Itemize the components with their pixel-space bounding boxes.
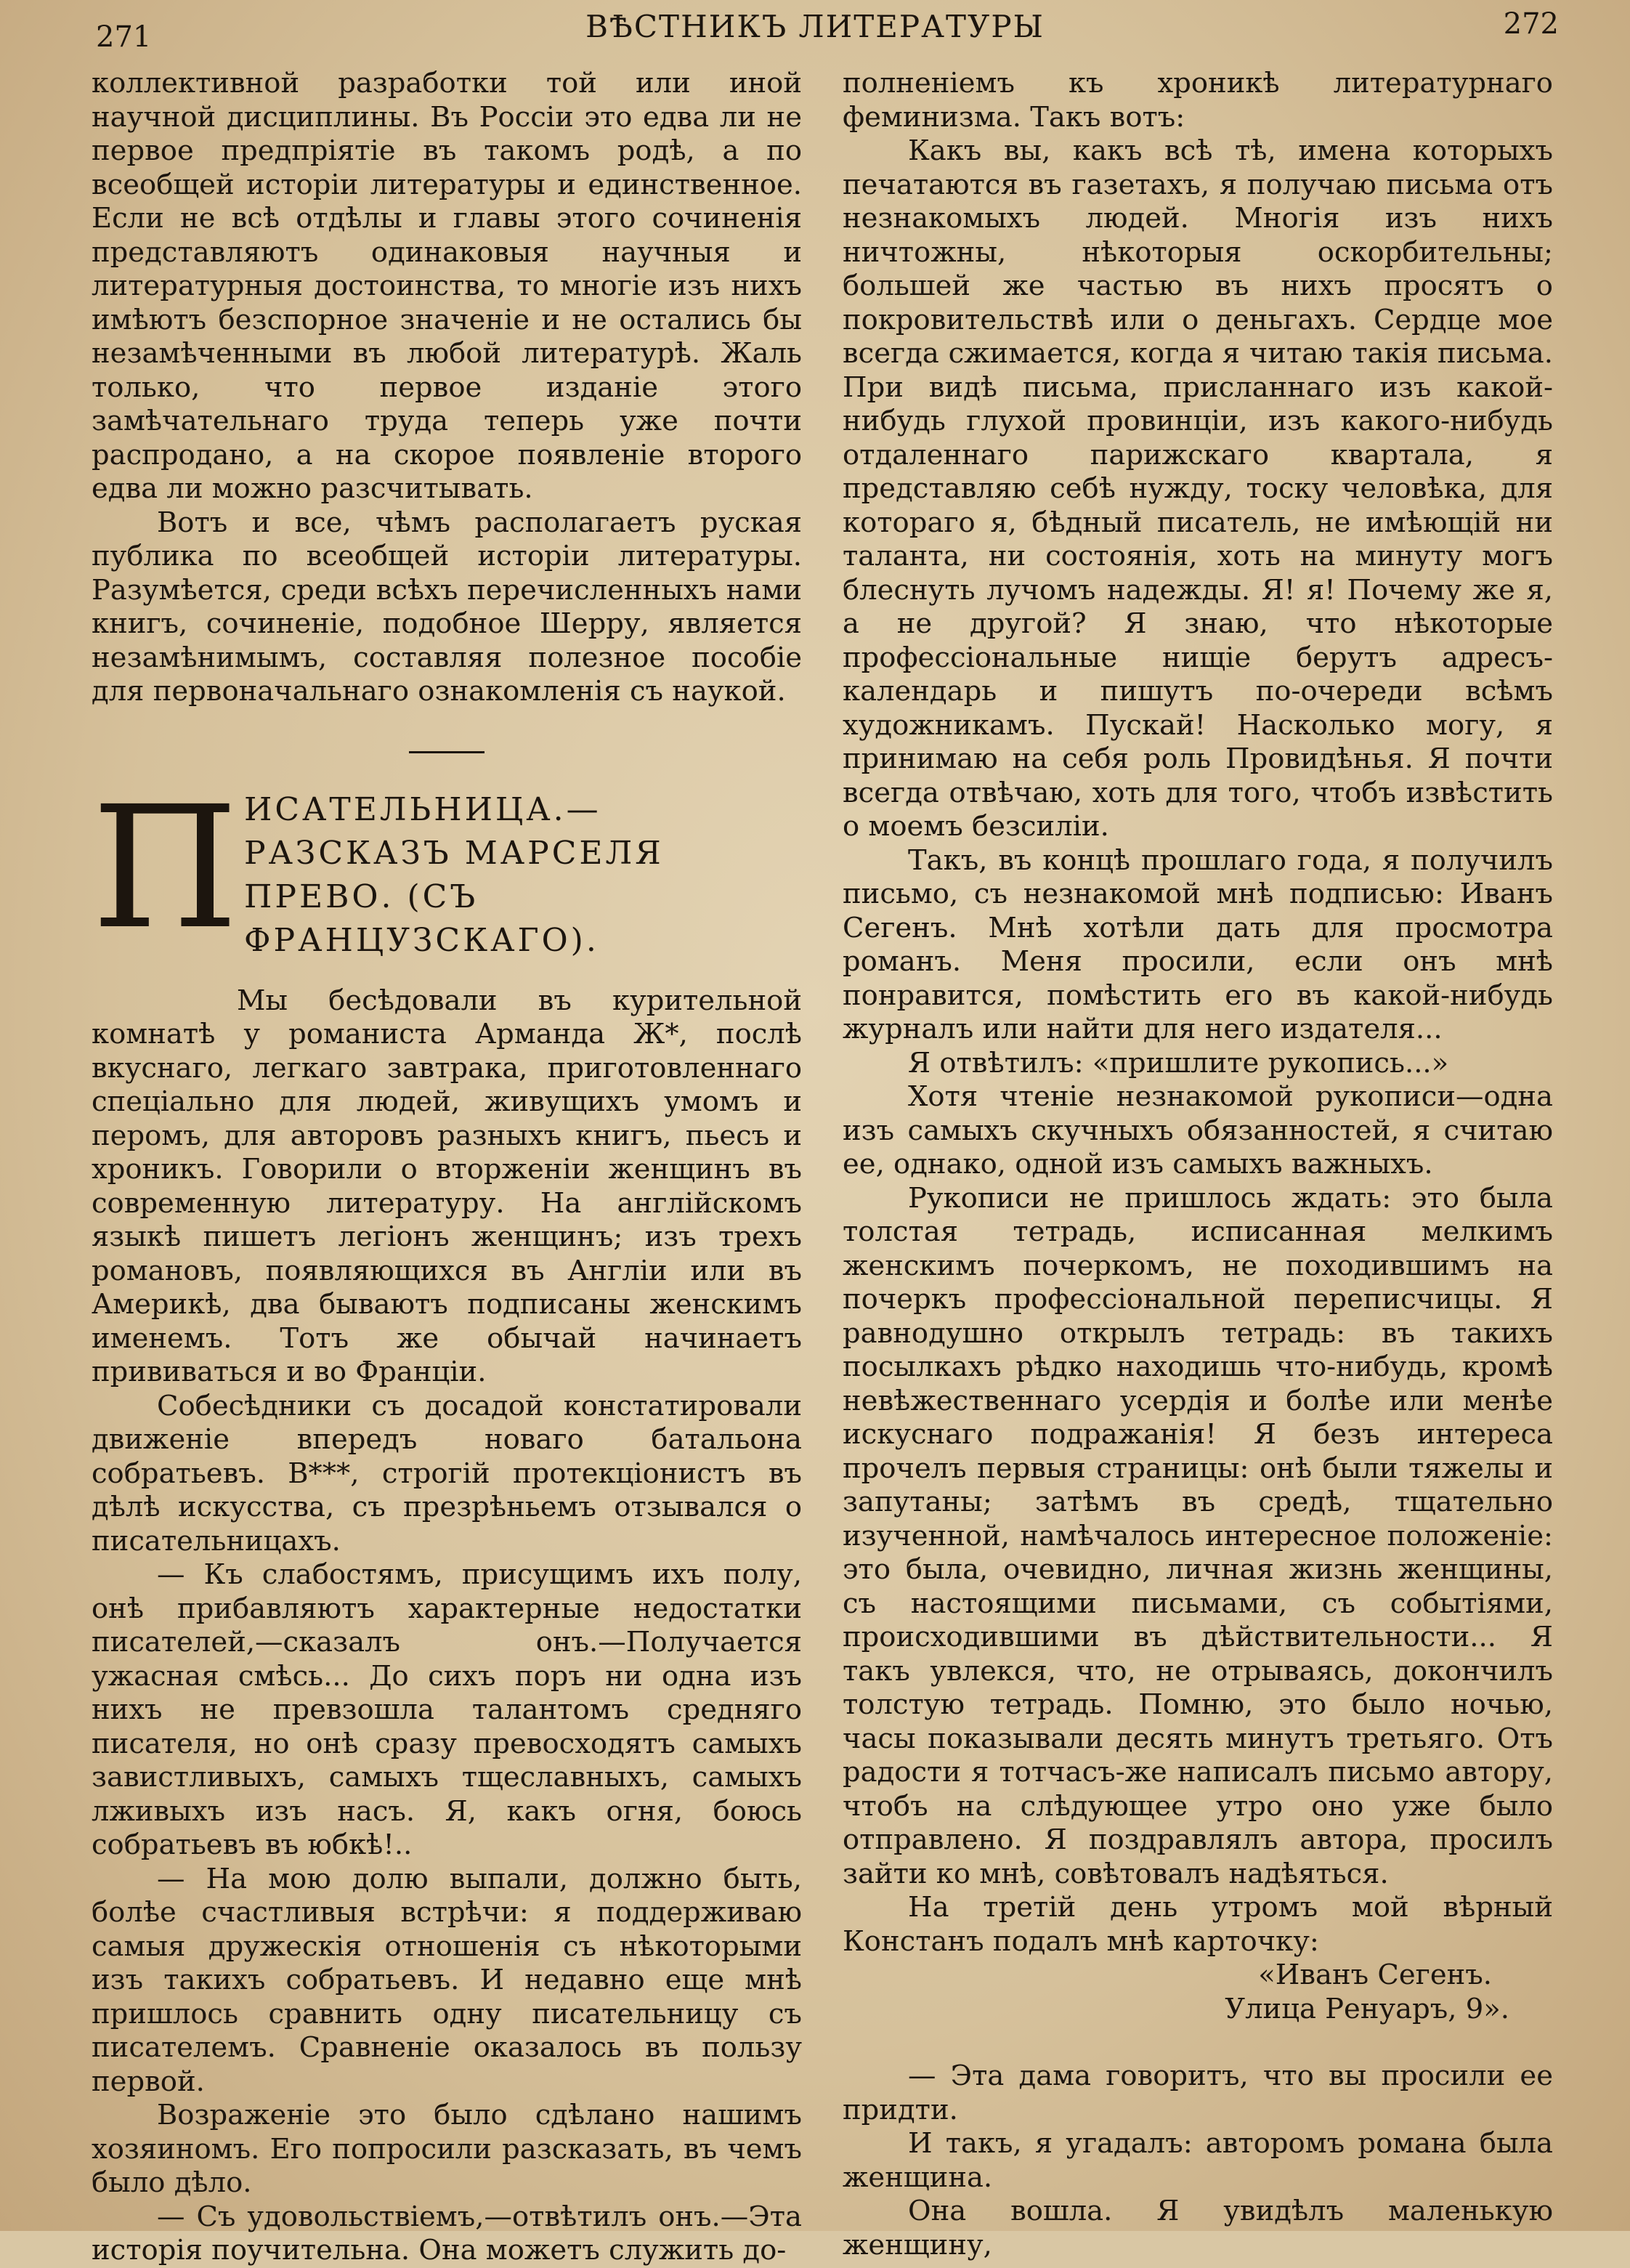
paragraph: коллективной разработки той или иной научной дисциплины. Въ Россіи это едва ли не первое предпріятіе въ такомъ родѣ, а по всеобщей исторіи литературы и единственное. Если не всѣ отдѣлы и главы этого сочиненія представляютъ одинаковыя научныя и литературныя достоинства, то многіе изъ нихъ имѣютъ безспорное значеніе и не остались бы незамѣченными въ любой литературѣ. Жаль только, что первое изданіе этого замѣчательнаго труда теперь уже почти распродано, а на скорое появленіе второго едва ли можно разсчитывать.: [92, 67, 802, 505]
paragraph: Она вошла. Я увидѣлъ маленькую женщину,: [843, 2195, 1553, 2261]
left-column: [92, 67, 802, 2267]
right-column: [843, 67, 1553, 2261]
story-title: ИСАТЕЛЬНИЦА.—РАЗСКАЗЪ МАРСЕЛЯ ПРЕВО. (СЪ ФРАНЦУЗСКАГО).: [244, 790, 664, 959]
paragraph: Такъ, въ концѣ прошлаго года, я получилъ письмо, съ незнакомой мнѣ подписью: Иванъ Сегенъ. Мнѣ хотѣли дать для просмотра романъ. Меня просили, если онъ мнѣ понравится, помѣстить его въ какой-нибудь журналъ или найти для него издателя...: [843, 843, 1553, 1045]
running-header: [0, 0, 1630, 58]
drop-cap: П: [92, 769, 239, 966]
paragraph: — На мою долю выпали, должно быть, болѣе счастливыя встрѣчи: я поддерживаю самыя дружескія отношенія съ нѣкоторыми изъ такихъ собратьевъ. И недавно еще мнѣ пришлось сравнить одну писательницу съ писателемъ. Сравненіе оказалось въ пользу первой.: [92, 1862, 802, 2098]
page-number-right: 272: [1503, 7, 1559, 41]
visiting-card-name: «Иванъ Сегенъ.: [1258, 1959, 1492, 1991]
paragraph: На третій день утромъ мой вѣрный Констанъ подалъ мнѣ карточку:: [843, 1891, 1553, 1958]
page-number-left: 271: [96, 20, 152, 54]
paragraph: Я отвѣтилъ: «пришлите рукопись...»: [908, 1046, 1449, 1080]
paragraph: полненіемъ къ хроникѣ литературнаго феминизма. Такъ вотъ:: [843, 67, 1553, 134]
paragraph: Вотъ и все, чѣмъ располагаетъ руская публика по всеобщей исторіи литературы. Разумѣется, среди всѣхъ перечисленныхъ нами книгъ, сочиненіе, подобное Шерру, является незамѣнимымъ, составляя полезное пособіе для первоначальнаго ознакомленія съ наукой.: [92, 506, 802, 708]
paragraph: — Къ слабостямъ, присущимъ ихъ полу, онѣ прибавляютъ характерные недостатки писателей,—сказалъ онъ.—Получается ужасная смѣсь... До сихъ поръ ни одна изъ нихъ не превзошла талантомъ средняго писателя, но онѣ сразу превосходятъ самыхъ завистливыхъ, самыхъ тщеславныхъ, самыхъ лживыхъ изъ насъ. Я, какъ огня, боюсь собратьевъ въ юбкѣ!..: [92, 1558, 802, 1861]
paragraph: Собесѣдники съ досадой констатировали движеніе впередъ новаго батальона собратьевъ. В***, строгій протекціонистъ въ дѣлѣ искусства, съ презрѣньемъ отзывался о писательницахъ.: [92, 1389, 802, 1558]
paragraph: Рукописи не пришлось ждать: это была толстая тетрадь, исписанная мелкимъ женскимъ почеркомъ, не походившимъ на почеркъ профессіональной переписчицы. Я равнодушно открылъ тетрадь: въ такихъ посылкахъ рѣдко находишь что-нибудь, кромѣ невѣжественнаго усердія и болѣе или менѣе искуснаго подражанія! Я безъ интереса прочелъ первыя страницы: онѣ были тяжелы и запутаны; затѣмъ въ средѣ, тщательно изученной, намѣчалось интересное положеніе: это была, очевидно, личная жизнь женщины, съ настоящими письмами, съ событіями, происходившими въ дѣйствительности... Я такъ увлекся, что, не отрываясь, докончилъ толстую тетрадь. Помню, это было ночью, часы показывали десять минутъ третьяго. Отъ радости я тотчасъ-же написалъ письмо автору, чтобъ на слѣдующее утро оно уже было отправлено. Я поздравлялъ автора, просилъ зайти ко мнѣ, совѣтовалъ надѣяться.: [843, 1181, 1553, 1890]
running-title: ВѢСТНИКЪ ЛИТЕРАТУРЫ: [585, 9, 1045, 44]
visiting-card-address: Улица Ренуаръ, 9».: [1225, 1992, 1509, 2025]
paragraph: Мы бесѣдовали въ курительной комнатѣ у романиста Арманда Ж*, послѣ вкуснаго, легкаго завтрака, приготовленнаго спеціально для людей, живущихъ умомъ и перомъ, для авторовъ разныхъ книгъ, пьесъ и хроникъ. Говорили о вторженіи женщинъ въ современную литературу. На англійскомъ языкѣ пишетъ легіонъ женщинъ; изъ трехъ романовъ, появляющихся въ Англіи или въ Америкѣ, два бываютъ подписаны женскимъ именемъ. Тотъ же обычай начинаетъ прививаться и во Франціи.: [92, 984, 802, 1388]
paragraph: — Эта дама говоритъ, что вы просили ее придти.: [843, 2060, 1553, 2126]
paragraph: Хотя чтеніе незнакомой рукописи—одна изъ самыхъ скучныхъ обязанностей, я считаю ее, однако, одной изъ самыхъ важныхъ.: [843, 1080, 1553, 1180]
section-divider: [409, 751, 484, 753]
story-heading: [92, 769, 802, 966]
paragraph: Какъ вы, какъ всѣ тѣ, имена которыхъ печатаются въ газетахъ, я получаю письма отъ незнакомыхъ людей. Многія изъ нихъ ничтожны, нѣкоторыя оскорбительны; большей же частью въ нихъ просятъ о покровительствѣ или о деньгахъ. Сердце мое всегда сжимается, когда я читаю такія письма. При видѣ письма, присланнаго изъ какой-нибудь глухой провинціи, изъ какого-нибудь отдаленнаго парижскаго квартала, я представляю себѣ нужду, тоску человѣка, для котораго я, бѣдный писатель, не имѣющій ни таланта, ни состоянія, хоть на минуту могъ блеснуть лучомъ надежды. Я! я! Почему же я, а не другой? Я знаю, что нѣкоторые профессіональные нищіе берутъ адресъ-календарь и пишутъ по-очереди всѣмъ художникамъ. Пускай! Насколько могу, я принимаю на себя роль Провидѣнья. Я почти всегда отвѣчаю, хоть для того, чтобъ извѣстить о моемъ безсиліи.: [843, 134, 1553, 843]
paragraph: И такъ, я угадалъ: авторомъ романа была женщина.: [843, 2127, 1553, 2194]
paragraph: Возраженіе это было сдѣлано нашимъ хозяиномъ. Его попросили разсказать, въ чемъ было дѣло.: [92, 2099, 802, 2199]
paragraph: — Съ удовольствіемъ,—отвѣтилъ онъ.—Эта исторія поучительна. Она можетъ служить до-: [92, 2200, 802, 2267]
